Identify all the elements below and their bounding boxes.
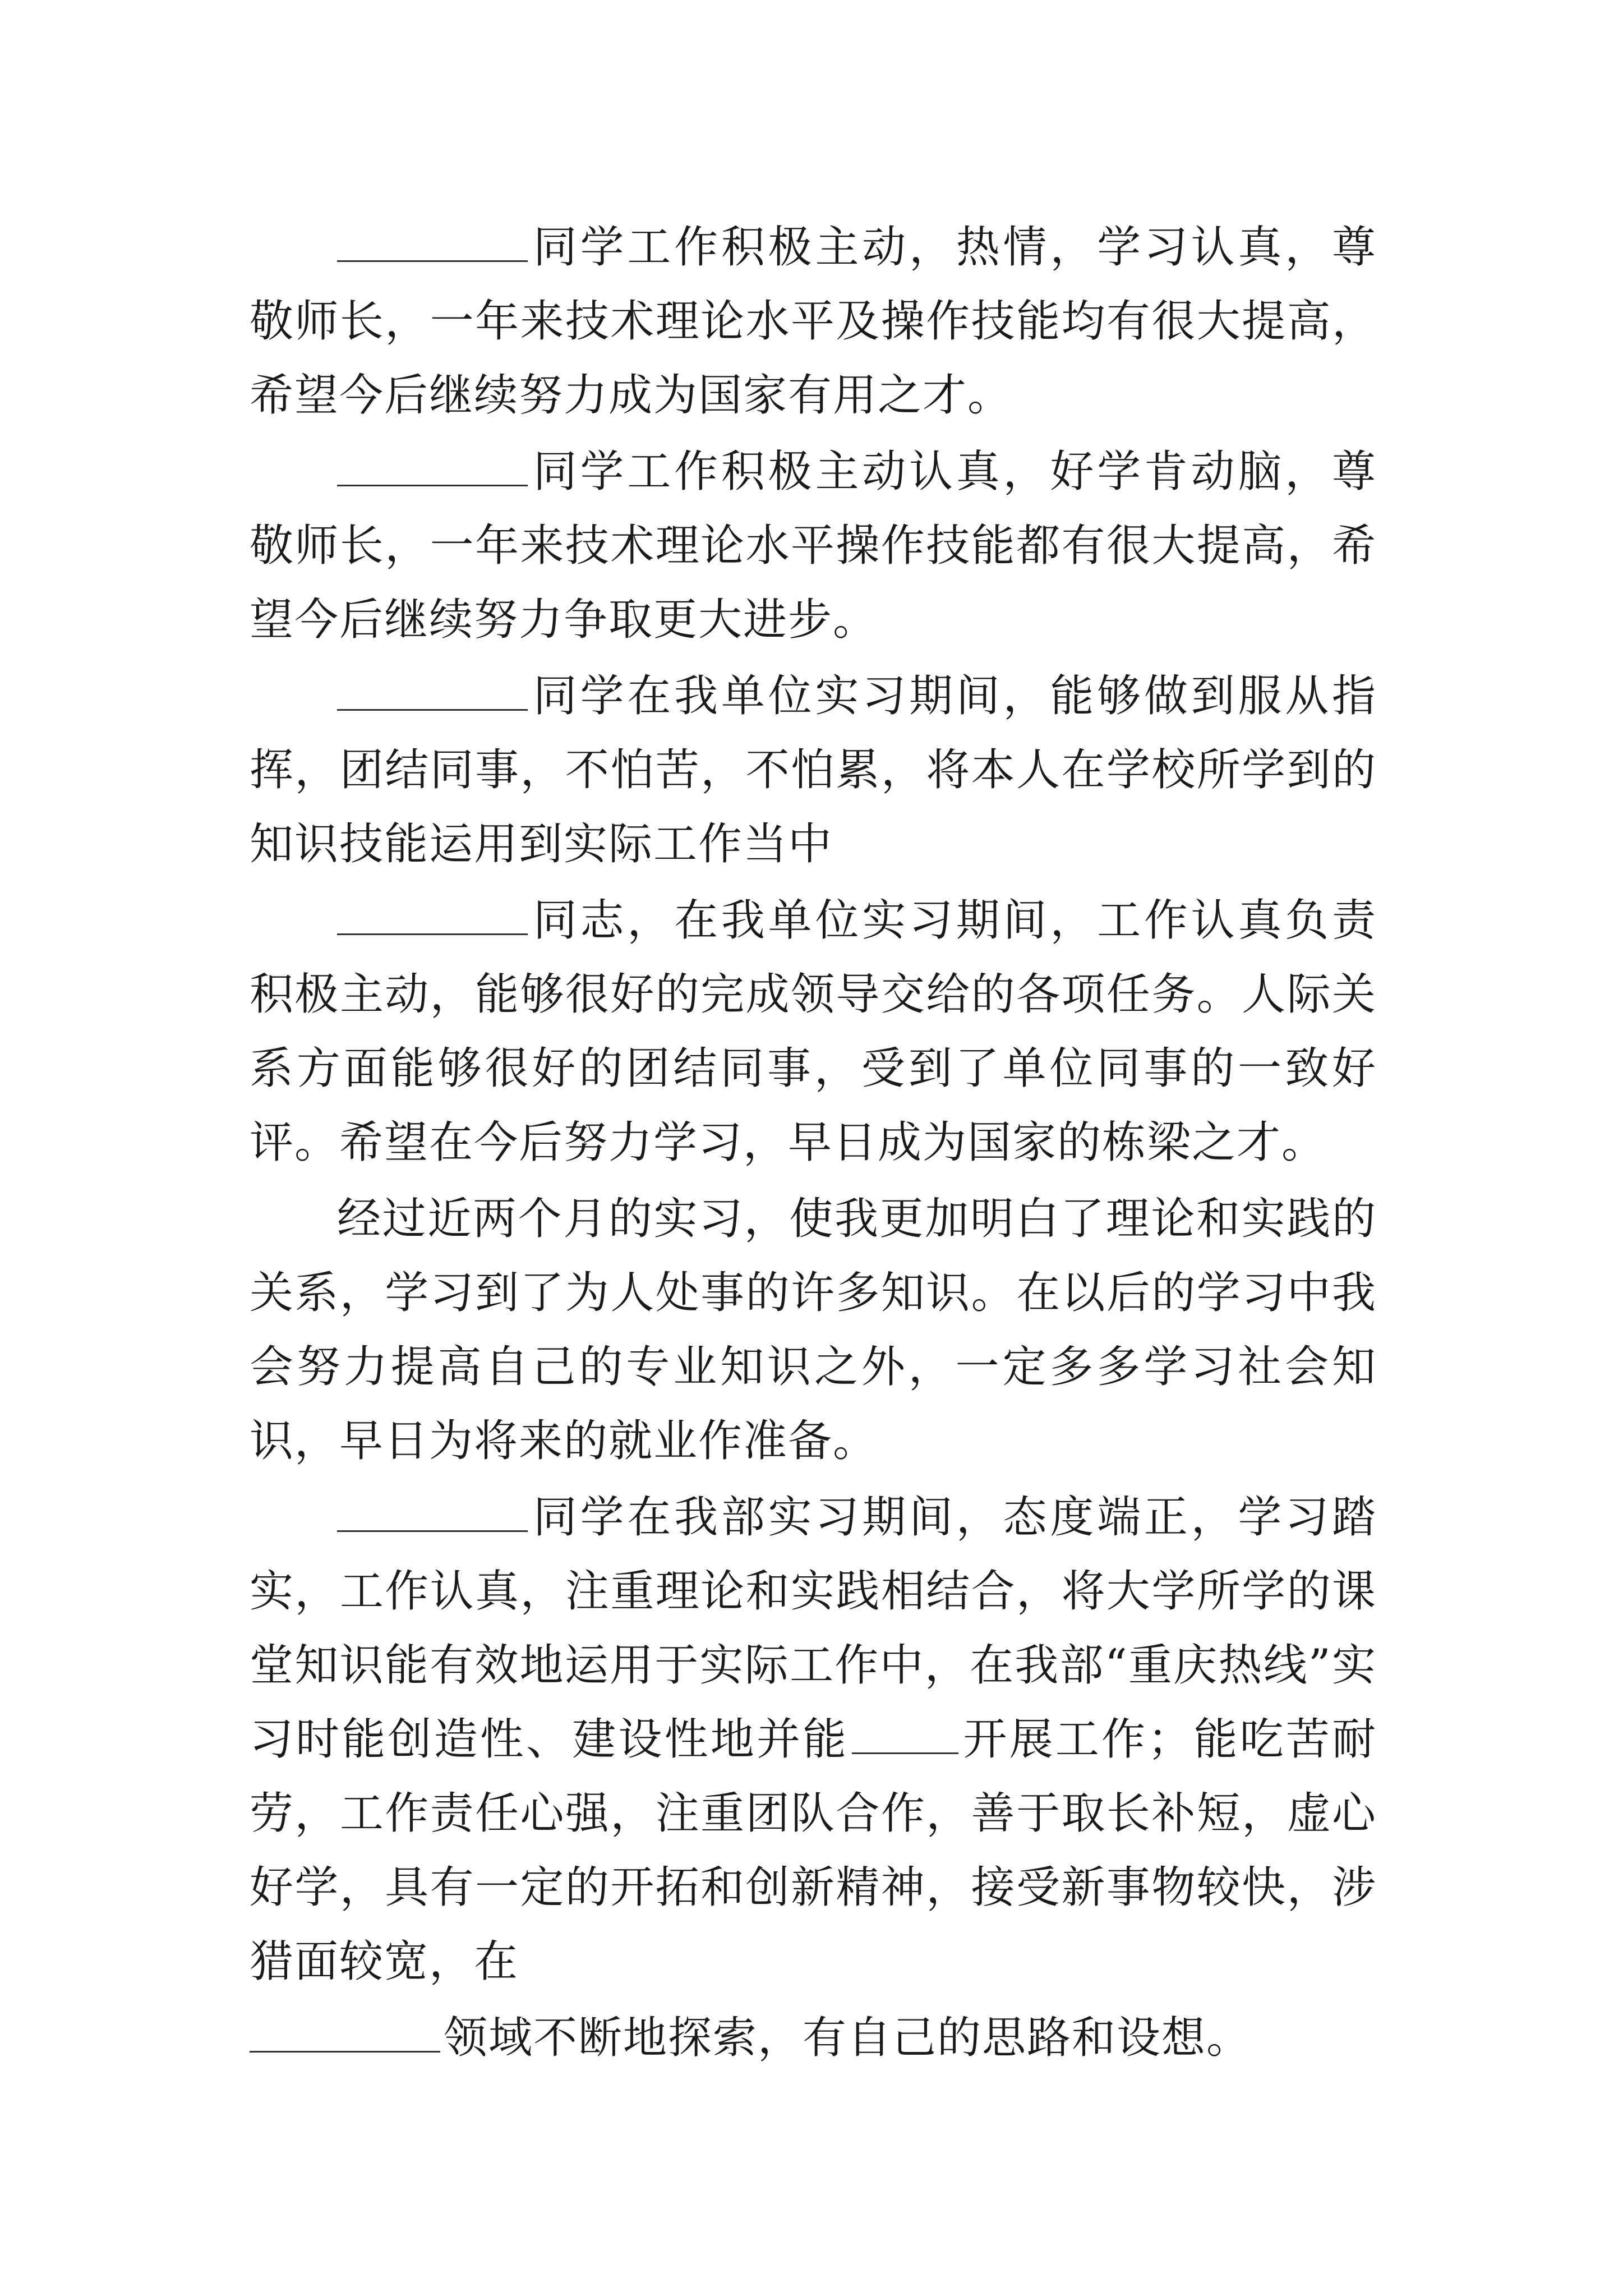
paragraph-text-part1: 同学在我部实习期间，态度端正，学习踏实，工作认真，注重理论和实践相结合，将大学所学的课堂知识能有效地运用于实际工作中，在我部“重庆热线”实习时能创造性、建设性地并能	[250, 1492, 1377, 1765]
paragraph-text: 同学工作积极主动，热情，学习认真，尊敬师长，一年来技术理论水平及操作技能均有很大提高，希望今后继续努力成为国家有用之才。	[250, 222, 1377, 421]
name-blank	[337, 1487, 528, 1532]
evaluation-paragraph-7	[250, 2001, 1377, 2075]
paragraph-text: 经过近两个月的实习，使我更加明白了理论和实践的关系，学习到了为人处事的许多知识。在以后的学习中我会努力提高自己的专业知识之外，一定多多学习社会知识，早日为将来的就业作准备。	[250, 1194, 1377, 1466]
evaluation-paragraph-1	[250, 210, 1377, 432]
name-blank	[337, 217, 528, 262]
paragraph-text-part2: 开展工作；能吃苦耐劳，工作责任心强，注重团队合作，善于取长补短，虚心好学，具有一定的开拓和创新精神，接受新事物较快，涉猎面较宽，在	[250, 1714, 1377, 1987]
paragraph-text: 同学在我单位实习期间，能够做到服从指挥，团结同事，不怕苦，不怕累，将本人在学校所学到的知识技能运用到实际工作当中	[250, 671, 1377, 869]
evaluation-paragraph-6	[250, 1480, 1377, 1999]
name-blank	[337, 665, 528, 711]
evaluation-paragraph-4	[250, 884, 1377, 1180]
fill-in-blank	[852, 1709, 958, 1754]
self-summary-paragraph	[250, 1182, 1377, 1478]
field-blank	[250, 2007, 440, 2053]
paragraph-text: 同学工作积极主动认真，好学肯动脑，尊敬师长，一年来技术理论水平操作技能都有很大提高，希望今后继续努力争取更大进步。	[250, 447, 1377, 645]
paragraph-text: 同志，在我单位实习期间，工作认真负责积极主动，能够很好的完成领导交给的各项任务。人际关系方面能够很好的团结同事，受到了单位同事的一致好评。希望在今后努力学习，早日成为国家的栋梁之才。	[250, 895, 1377, 1168]
evaluation-paragraph-2	[250, 435, 1377, 657]
name-blank	[337, 441, 528, 486]
name-blank	[337, 890, 528, 935]
paragraph-text: 领域不断地探索，有自己的思路和设想。	[444, 2013, 1252, 2063]
evaluation-paragraph-3	[250, 659, 1377, 881]
document-body	[250, 210, 1377, 2077]
